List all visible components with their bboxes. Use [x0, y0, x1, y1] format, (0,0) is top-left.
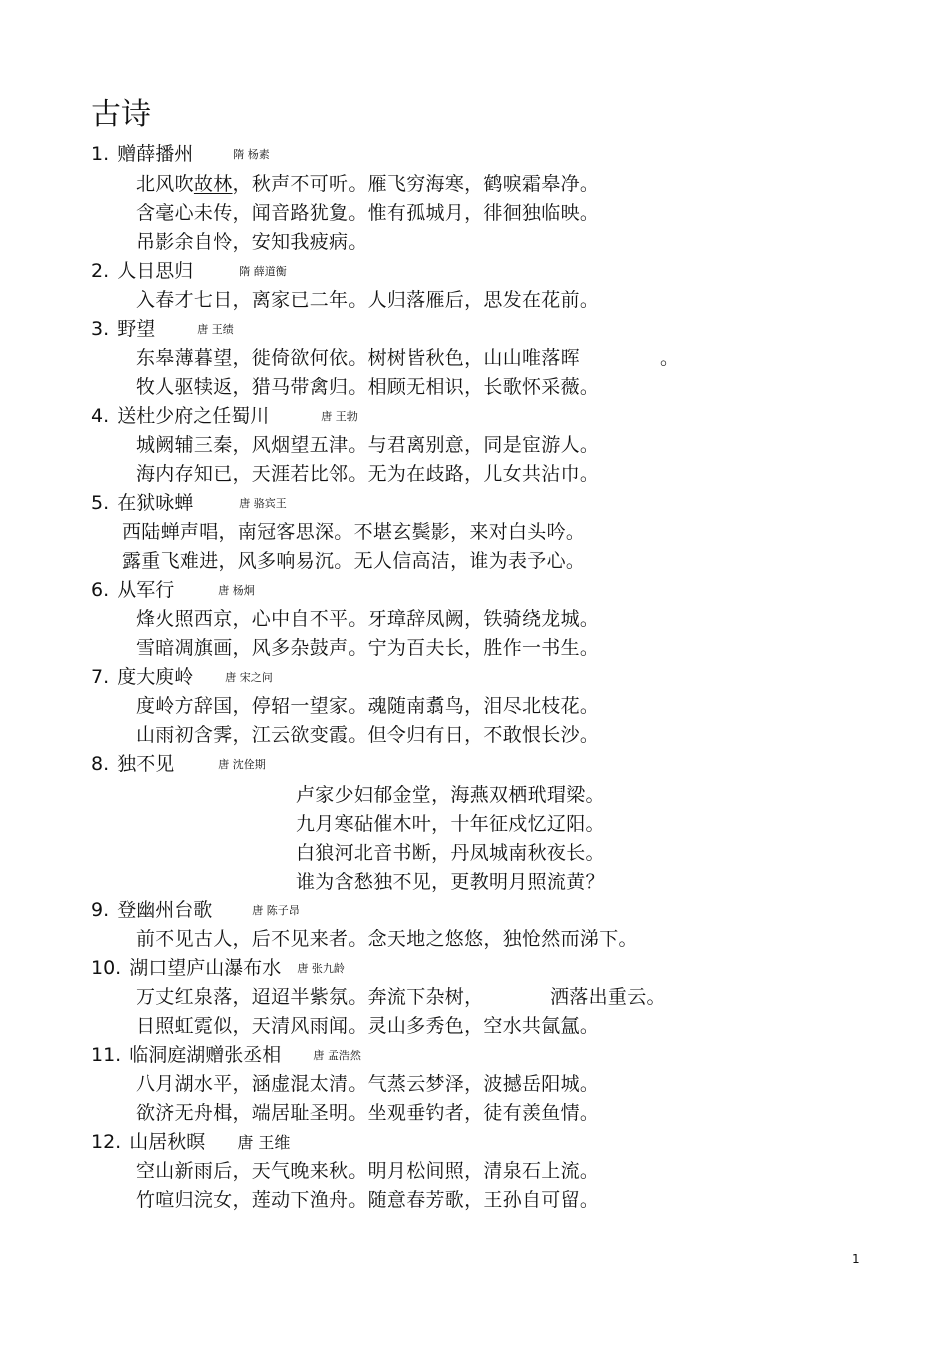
poem-line: 牧人驱犊返，猎马带禽归。相顾无相识，长歌怀采薇。: [136, 376, 600, 398]
poem-heading: [91, 752, 266, 777]
poem-number: 4.: [91, 405, 110, 427]
trailing-mark: 。: [660, 347, 680, 369]
poem-line: 日照虹霓似，天清风雨闻。灵山多秀色，空水共氤氲。: [136, 1015, 600, 1037]
poem-line: 卢家少妇郁金堂，海燕双栖玳瑁梁。: [296, 784, 605, 806]
poem-number: 9.: [91, 899, 110, 921]
poem-title: 湖口望庐山瀑布水: [129, 957, 282, 979]
poem-line: 吊影余自怜，安知我疲病。: [136, 231, 368, 253]
poem-line: 欲济无舟楫，端居耻圣明。坐观垂钓者，徒有羡鱼情。: [136, 1102, 600, 1124]
poem-author: 唐 宋之问: [225, 670, 273, 684]
poem-line: 山雨初含霁，江云欲变霞。但令归有日，不敢恨长沙。: [136, 724, 600, 746]
poem-title: 赠薛播州: [117, 143, 194, 165]
poem-title: 独不见: [117, 753, 175, 775]
poem-author: 唐 王绩: [197, 322, 234, 336]
poem-number: 3.: [91, 318, 110, 340]
poem-line: 竹喧归浣女，莲动下渔舟。随意春芳歌，王孙自可留。: [136, 1189, 600, 1211]
poem-heading: [91, 404, 358, 429]
poem-heading: [91, 259, 287, 284]
poem-author: 唐 王勃: [321, 409, 358, 423]
poem-heading: [91, 491, 287, 516]
poem-line: 空山新雨后，天气晚来秋。明月松间照，清泉石上流。: [136, 1160, 600, 1182]
poem-heading: [91, 665, 273, 690]
poem-author: 唐 张九龄: [297, 961, 345, 975]
poem-line: 烽火照西京，心中自不平。牙璋辞凤阙，铁骑绕龙城。: [136, 608, 600, 630]
poem-line: 九月寒砧催木叶，十年征戍忆辽阳。: [296, 813, 605, 835]
poem-number: 7.: [91, 666, 110, 688]
poem-number: 12.: [91, 1131, 122, 1153]
poem-author: 唐 陈子昂: [252, 903, 300, 917]
underlined-word: 故林: [193, 173, 233, 195]
poem-author: 唐 孟浩然: [313, 1048, 361, 1062]
poem-title: 登幽州台歌: [117, 899, 213, 921]
poem-line: 雪暗凋旗画，风多杂鼓声。宁为百夫长，胜作一书生。: [136, 637, 600, 659]
poem-title: 送杜少府之任蜀川: [117, 405, 270, 427]
poem-number: 11.: [91, 1044, 122, 1066]
poem-title: 人日思归: [117, 260, 194, 282]
page-title: 古诗: [91, 97, 151, 132]
poem-line: 谁为含愁独不见，更教明月照流黄？: [296, 871, 605, 893]
poem-line-tail: 洒落出重云。: [550, 986, 666, 1008]
poem-heading: [91, 142, 270, 167]
poem-line: 万丈红泉落，迢迢半紫氛。奔流下杂树，: [136, 986, 484, 1008]
poem-line: 北风吹故林，秋声不可听。雁飞穷海寒，鹤唳霜皋净。: [136, 173, 600, 195]
poem-number: 6.: [91, 579, 110, 601]
poem-number: 10.: [91, 957, 122, 979]
poem-line: 八月湖水平，涵虚混太清。气蒸云梦泽，波撼岳阳城。: [136, 1073, 600, 1095]
poem-author: 唐 沈佺期: [218, 757, 266, 771]
poem-author: 唐 王维: [237, 1132, 291, 1152]
poem-heading: [91, 317, 234, 342]
poem-title: 在狱咏蝉: [117, 492, 194, 514]
poem-line: 白狼河北音书断，丹凤城南秋夜长。: [296, 842, 605, 864]
poem-heading: [91, 898, 300, 923]
poem-heading: [91, 1130, 290, 1155]
poem-line: 前不见古人，后不见来者。念天地之悠悠，独怆然而涕下。: [136, 928, 638, 950]
poem-line: 度岭方辞国，停轺一望家。魂随南翥鸟，泪尽北枝花。: [136, 695, 600, 717]
page-number: 1: [852, 1252, 860, 1266]
poem-title: 度大庾岭: [117, 666, 194, 688]
poem-number: 5.: [91, 492, 110, 514]
poem-line: 城阙辅三秦，风烟望五津。与君离别意，同是宦游人。: [136, 434, 600, 456]
poem-line: 露重飞难进，风多响易沉。无人信高洁，谁为表予心。: [122, 550, 586, 572]
poem-title: 从军行: [117, 579, 175, 601]
poem-author: 隋 薛道衡: [239, 264, 287, 278]
poem-line: 海内存知已，天涯若比邻。无为在歧路，儿女共沾巾。: [136, 463, 600, 485]
poem-heading: [91, 956, 345, 981]
poem-author: 隋 杨素: [233, 147, 270, 161]
poem-title: 野望: [117, 318, 156, 340]
poem-author: 唐 杨炯: [218, 583, 255, 597]
poem-line: 西陆蝉声唱，南冠客思深。不堪玄鬓影，来对白头吟。: [122, 521, 586, 543]
poem-line: 东皋薄暮望，徙倚欲何依。树树皆秋色，山山唯落晖: [136, 347, 580, 369]
poem-title: 临洞庭湖赠张丞相: [129, 1044, 282, 1066]
poem-line: 入春才七日，离家已二年。人归落雁后，思发在花前。: [136, 289, 600, 311]
poem-author: 唐 骆宾王: [239, 496, 287, 510]
poem-title: 山居秋暝: [129, 1131, 206, 1153]
poem-line: 含毫心未传，闻音路犹夐。惟有孤城月，徘徊独临映。: [136, 202, 600, 224]
poem-number: 1.: [91, 143, 110, 165]
poem-heading: [91, 1043, 361, 1068]
poem-number: 2.: [91, 260, 110, 282]
poem-heading: [91, 578, 255, 603]
poem-number: 8.: [91, 753, 110, 775]
